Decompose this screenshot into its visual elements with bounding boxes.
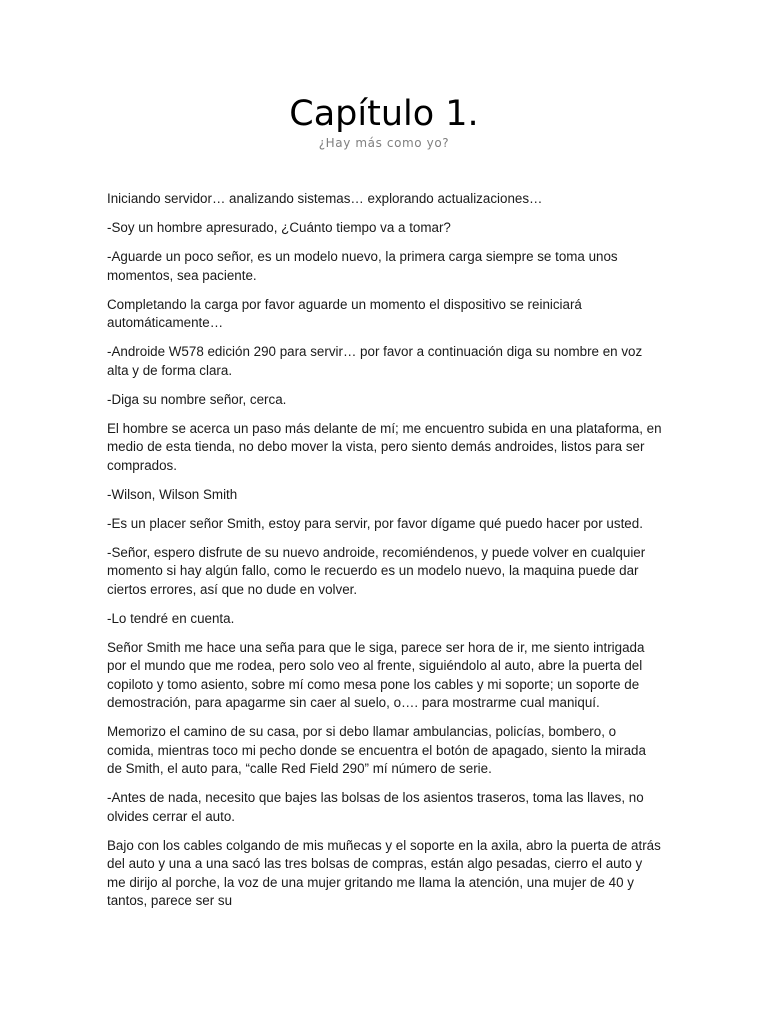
paragraph: -Antes de nada, necesito que bajes las bolsas de los asientos traseros, toma las llaves, no olvides cerrar el auto. (107, 790, 644, 824)
paragraph: El hombre se acerca un paso más delante de mí; me encuentro subida en una plataforma, en medio de esta tienda, no debo mover la vista, pero siento demás androides, listos para ser comprados. (107, 420, 662, 473)
paragraph: -Es un placer señor Smith, estoy para servir, por favor dígame qué puedo hacer por usted. (107, 515, 643, 531)
paragraph: Bajo con los cables colgando de mis muñecas y el soporte en la axila, abro la puerta de atrás del auto y una a una sacó las tres bolsas de compras, están algo pesadas, cierro el auto y me dirijo al porche, la voz de una mujer gritando me llama la atención, una mujer de 40 y tantos, parece ser su (107, 837, 661, 908)
paragraph: -Aguarde un poco señor, es un modelo nuevo, la primera carga siempre se toma unos momentos, sea paciente. (107, 249, 618, 283)
paragraph: Iniciando servidor… analizando sistemas… explorando actualizaciones… (107, 191, 543, 206)
paragraph: -Androide W578 edición 290 para servir… por favor a continuación diga su nombre en voz alta y de forma clara. (107, 344, 643, 378)
paragraph: Memorizo el camino de su casa, por si debo llamar ambulancias, policías, bombero, o comida, mientras toco mi pecho donde se encuentra el botón de apagado, siento la mirada de Smith, el auto para, “calle Red Field 290” mí número de serie. (107, 724, 646, 776)
paragraph: -Soy un hombre apresurado, ¿Cuánto tiempo va a tomar? (107, 220, 451, 235)
chapter-title: Capítulo 1. (289, 94, 479, 134)
document-body (107, 190, 662, 921)
paragraph: -Diga su nombre señor, cerca. (107, 391, 287, 407)
paragraph: Completando la carga por favor aguarde un momento el dispositivo se reiniciará automáticamente… (107, 296, 582, 330)
paragraph: Señor Smith me hace una seña para que le siga, parece ser hora de ir, me siento intrigada por el mundo que me rodea, pero solo veo al frente, siguiéndolo al auto, abre la puerta del copiloto y tomo asiento, sobre mí como mesa pone los cables y mi soporte; un soporte de demostración, para apagarme sin caer al suelo, o…. para mostrarme cual maniquí. (107, 639, 645, 710)
paragraph: -Wilson, Wilson Smith (107, 486, 238, 502)
paragraph: -Lo tendré en cuenta. (107, 610, 235, 626)
paragraph: -Señor, espero disfrute de su nuevo androide, recomiéndenos, y puede volver en cualquier momento si hay algún fallo, como le recuerdo es un modelo nuevo, la maquina puede dar ciertos errores, así que no dude en volver. (107, 544, 646, 597)
chapter-subtitle: ¿Hay más como yo? (318, 136, 450, 150)
